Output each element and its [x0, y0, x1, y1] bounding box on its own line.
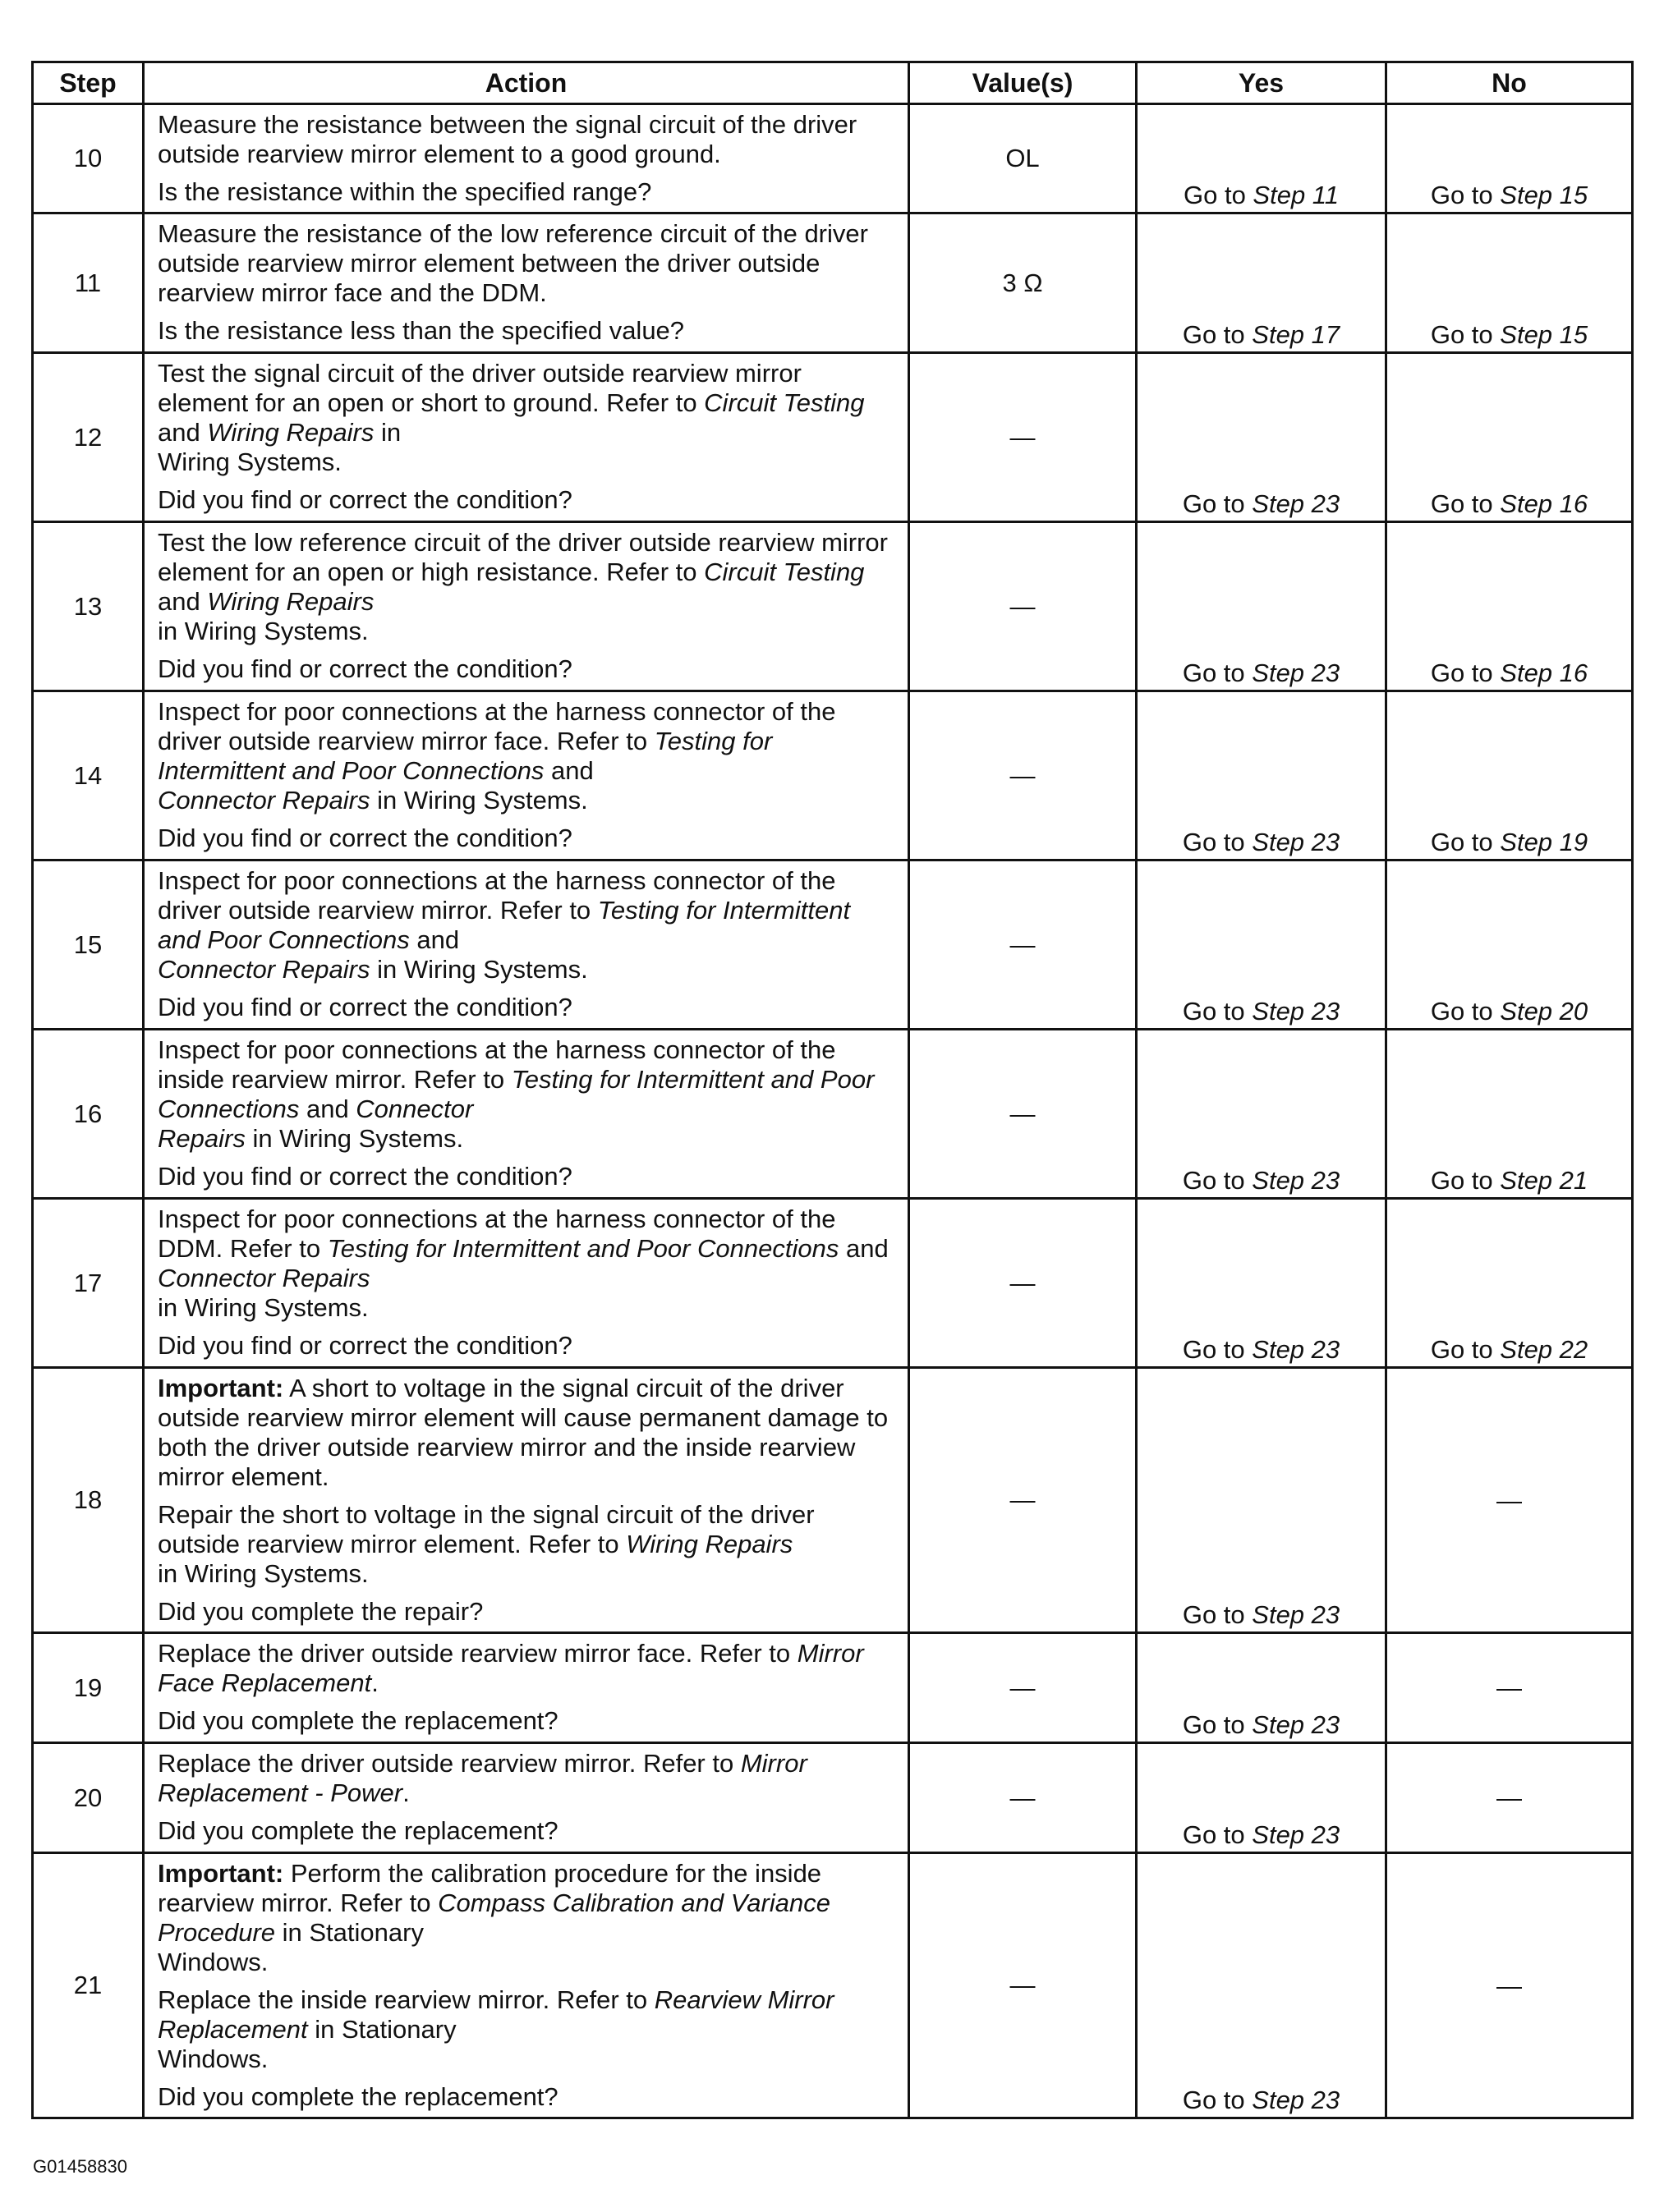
text-run: Did you find or correct the condition? [158, 1331, 572, 1360]
step-number: 12 [33, 353, 144, 522]
no-cell [1386, 1633, 1633, 1743]
yes-cell [1137, 1853, 1386, 2118]
table-row [33, 353, 1633, 522]
yes-cell [1137, 522, 1386, 691]
value-cell: OL [909, 104, 1137, 213]
reference-text: Circuit Testing [704, 388, 865, 417]
yes-cell [1137, 1633, 1386, 1743]
text-run: in Stationary [275, 1918, 424, 1947]
reference-text: Repairs [158, 1124, 246, 1153]
action-paragraph [158, 485, 896, 515]
action-paragraph [158, 1331, 896, 1361]
text-run: Go to [1430, 997, 1501, 1026]
reference-text: Step 23 [1252, 1820, 1340, 1849]
no-cell [1386, 1368, 1633, 1633]
text-run: Go to [1182, 659, 1253, 687]
header-yes: Yes [1137, 62, 1386, 104]
no-cell [1386, 1199, 1633, 1368]
reference-text: Testing for Intermittent and Poor Connections [158, 896, 851, 954]
reference-text: Step 22 [1500, 1335, 1588, 1364]
reference-text: Connector Repairs [158, 955, 370, 984]
text-run: Go to [1182, 828, 1253, 856]
value-cell: — [909, 860, 1137, 1030]
step-number: 21 [33, 1853, 144, 2118]
reference-text: Testing for Intermittent and Poor Connections [158, 727, 773, 785]
text-run: Perform the calibration procedure for the inside rearview mirror. Refer to [158, 1859, 822, 1917]
reference-text: Testing for Intermittent and Poor Connections [327, 1234, 839, 1263]
text-run: Is the resistance within the specified range? [158, 177, 652, 206]
reference-text: Mirror Replacement - Power [158, 1749, 807, 1807]
text-run: . [402, 1778, 410, 1807]
text-run: Is the resistance less than the specified value? [158, 316, 685, 345]
header-no: No [1386, 62, 1633, 104]
header-action: Action [144, 62, 909, 104]
reference-text: Connector Repairs [158, 1264, 370, 1292]
step-number: 14 [33, 691, 144, 860]
text-run: Go to [1182, 1600, 1253, 1629]
text-run: Go to [1430, 181, 1501, 209]
action-cell [144, 1030, 909, 1199]
text-run: Measure the resistance between the signal circuit of the driver outside rearview mirror element to a good ground. [158, 110, 857, 168]
table-row [33, 1633, 1633, 1743]
action-paragraph [158, 359, 896, 477]
text-run: Go to [1430, 489, 1501, 518]
action-cell [144, 522, 909, 691]
reference-text: Step 23 [1252, 2086, 1340, 2114]
action-cell [144, 213, 909, 353]
table-row [33, 1853, 1633, 2118]
important-label: Important: [158, 1859, 284, 1888]
no-cell [1386, 1030, 1633, 1199]
no-cell [1386, 213, 1633, 353]
text-run: Did you find or correct the condition? [158, 993, 572, 1021]
action-paragraph [158, 1639, 896, 1698]
text-run: . [371, 1668, 379, 1697]
reference-text: Connector Repairs [158, 786, 370, 815]
step-number: 15 [33, 860, 144, 1030]
action-paragraph [158, 219, 896, 308]
text-run: Go to [1182, 2086, 1253, 2114]
text-run: and [158, 418, 208, 447]
value-cell: — [909, 1853, 1137, 2118]
text-run: Repair the short to voltage in the signal circuit of the driver outside rearview mirror element. Refer to [158, 1500, 815, 1558]
reference-text: Step 23 [1252, 828, 1340, 856]
action-paragraph [158, 1035, 896, 1154]
table-row [33, 522, 1633, 691]
reference-text: Step 21 [1500, 1166, 1588, 1195]
text-run: Go to [1430, 659, 1501, 687]
reference-text: Circuit Testing [704, 558, 865, 586]
no-cell [1386, 1853, 1633, 2118]
text-run: and [839, 1234, 889, 1263]
reference-text: Mirror Face Replacement [158, 1639, 864, 1697]
text-run: Go to [1182, 1166, 1253, 1195]
diagnostic-table [31, 61, 1634, 2119]
action-paragraph [158, 1162, 896, 1191]
text-run: — [1496, 1783, 1522, 1812]
reference-text: Step 23 [1252, 1335, 1340, 1364]
value-cell: — [909, 1368, 1137, 1633]
text-run: Did you find or correct the condition? [158, 654, 572, 683]
no-cell [1386, 104, 1633, 213]
text-run: in [374, 418, 402, 447]
text-run: Replace the inside rearview mirror. Refer to [158, 1985, 655, 2014]
text-run: Replace the driver outside rearview mirror. Refer to [158, 1749, 741, 1778]
action-paragraph [158, 528, 896, 646]
step-number: 17 [33, 1199, 144, 1368]
text-run: Did you find or correct the condition? [158, 485, 572, 514]
action-cell [144, 1743, 909, 1853]
step-number: 10 [33, 104, 144, 213]
action-cell [144, 353, 909, 522]
yes-cell [1137, 1199, 1386, 1368]
text-run: Inspect for poor connections at the harness connector of the driver outside rearview mirror. Refer to [158, 866, 836, 925]
yes-cell [1137, 1030, 1386, 1199]
figure-code: G01458830 [33, 2156, 127, 2177]
step-number: 11 [33, 213, 144, 353]
yes-cell [1137, 1368, 1386, 1633]
reference-text: Step 15 [1500, 181, 1588, 209]
text-run: Inspect for poor connections at the harness connector of the DDM. Refer to [158, 1205, 836, 1263]
table-row [33, 860, 1633, 1030]
text-run: in Wiring Systems. [158, 1559, 369, 1588]
text-run: Go to [1430, 1166, 1501, 1195]
no-cell [1386, 522, 1633, 691]
action-paragraph [158, 1374, 896, 1492]
text-run: Go to [1182, 1710, 1253, 1739]
reference-text: Step 23 [1252, 1166, 1340, 1195]
reference-text: Step 23 [1252, 659, 1340, 687]
reference-text: Testing for Intermittent and Poor Connections [158, 1065, 875, 1123]
text-run: Did you complete the replacement? [158, 1816, 558, 1845]
text-run: Wiring Systems. [158, 447, 342, 476]
text-run: A short to voltage in the signal circuit of the driver outside rearview mirror element will cause permanent damage to both the driver outside rearview mirror and the inside rearview mirror element. [158, 1374, 889, 1491]
text-run: in Wiring Systems. [370, 955, 588, 984]
action-cell [144, 1853, 909, 2118]
action-paragraph [158, 1816, 896, 1846]
text-run: in Wiring Systems. [158, 617, 369, 645]
value-cell: — [909, 522, 1137, 691]
header-values: Value(s) [909, 62, 1137, 104]
text-run: Go to [1182, 1335, 1253, 1364]
text-run: Did you complete the repair? [158, 1597, 484, 1626]
text-run: — [1496, 1485, 1522, 1515]
action-cell [144, 860, 909, 1030]
text-run: Go to [1430, 828, 1501, 856]
value-cell: — [909, 1633, 1137, 1743]
action-paragraph [158, 824, 896, 853]
text-run: and [409, 925, 460, 954]
step-number: 18 [33, 1368, 144, 1633]
step-number: 19 [33, 1633, 144, 1743]
step-number: 16 [33, 1030, 144, 1199]
reference-text: Step 19 [1500, 828, 1588, 856]
text-run: Measure the resistance of the low reference circuit of the driver outside rearview mirror element between the driver outside rearview mirror face and the DDM. [158, 219, 868, 307]
table-row [33, 1743, 1633, 1853]
action-paragraph [158, 1749, 896, 1808]
text-run: Go to [1430, 320, 1501, 349]
table-body [33, 104, 1633, 2118]
reference-text: Compass Calibration and Variance Procedure [158, 1888, 830, 1947]
action-paragraph [158, 1706, 896, 1736]
action-cell [144, 1368, 909, 1633]
reference-text: Step 16 [1500, 659, 1588, 687]
text-run: Did you complete the replacement? [158, 1706, 558, 1735]
table-row [33, 1030, 1633, 1199]
action-paragraph [158, 654, 896, 684]
table-row [33, 1368, 1633, 1633]
action-paragraph [158, 177, 896, 207]
text-run: Windows. [158, 2044, 269, 2073]
text-run: Go to [1182, 997, 1253, 1026]
no-cell [1386, 353, 1633, 522]
table-row [33, 213, 1633, 353]
text-run: Go to [1182, 489, 1253, 518]
reference-text: Step 17 [1252, 320, 1340, 349]
action-paragraph [158, 110, 896, 169]
table-row [33, 104, 1633, 213]
yes-cell [1137, 353, 1386, 522]
text-run: Go to [1182, 320, 1253, 349]
value-cell: — [909, 353, 1137, 522]
text-run: Test the low reference circuit of the driver outside rearview mirror element for an open or high resistance. Refer to [158, 528, 888, 586]
value-cell: 3 Ω [909, 213, 1137, 353]
action-paragraph [158, 993, 896, 1022]
text-run: Inspect for poor connections at the harness connector of the driver outside rearview mirror face. Refer to [158, 697, 836, 755]
action-paragraph [158, 866, 896, 984]
step-number: 20 [33, 1743, 144, 1853]
step-number: 13 [33, 522, 144, 691]
text-run: Replace the driver outside rearview mirror face. Refer to [158, 1639, 798, 1668]
action-paragraph [158, 1205, 896, 1323]
yes-cell [1137, 1743, 1386, 1853]
important-label: Important: [158, 1374, 284, 1402]
text-run: and [158, 587, 208, 616]
text-run: — [1496, 1673, 1522, 1702]
value-cell: — [909, 1199, 1137, 1368]
text-run: Windows. [158, 1948, 269, 1976]
no-cell [1386, 860, 1633, 1030]
yes-cell [1137, 104, 1386, 213]
reference-text: Wiring Repairs [626, 1530, 793, 1558]
reference-text: Step 23 [1252, 997, 1340, 1026]
reference-text: Wiring Repairs [207, 418, 375, 447]
text-run: Test the signal circuit of the driver outside rearview mirror element for an open or short to ground. Refer to [158, 359, 802, 417]
text-run: Did you find or correct the condition? [158, 1162, 572, 1191]
text-run: Did you complete the replacement? [158, 2082, 558, 2111]
text-run: Did you find or correct the condition? [158, 824, 572, 852]
action-cell [144, 1633, 909, 1743]
no-cell [1386, 691, 1633, 860]
reference-text: Rearview Mirror Replacement [158, 1985, 834, 2044]
text-run: in Wiring Systems. [158, 1293, 369, 1322]
table-row [33, 1199, 1633, 1368]
yes-cell [1137, 213, 1386, 353]
text-run: in Wiring Systems. [370, 786, 588, 815]
text-run: Go to [1430, 1335, 1501, 1364]
action-paragraph [158, 1500, 896, 1589]
reference-text: Step 11 [1253, 181, 1339, 209]
value-cell: — [909, 1743, 1137, 1853]
text-run: Inspect for poor connections at the harness connector of the inside rearview mirror. Refer to [158, 1035, 836, 1094]
action-paragraph [158, 697, 896, 815]
text-run: Go to [1183, 181, 1253, 209]
action-paragraph [158, 2082, 896, 2112]
value-cell: — [909, 1030, 1137, 1199]
action-paragraph [158, 316, 896, 346]
value-cell: — [909, 691, 1137, 860]
action-cell [144, 1199, 909, 1368]
reference-text: Step 16 [1500, 489, 1588, 518]
header-step: Step [33, 62, 144, 104]
action-cell [144, 691, 909, 860]
text-run: — [1496, 1971, 1522, 2000]
text-run: Go to [1182, 1820, 1253, 1849]
action-cell [144, 104, 909, 213]
text-run: in Stationary [307, 2015, 457, 2044]
reference-text: Step 20 [1500, 997, 1588, 1026]
action-paragraph [158, 1859, 896, 1977]
text-run: and [544, 756, 594, 785]
reference-text: Step 23 [1252, 1600, 1340, 1629]
action-paragraph [158, 1985, 896, 2074]
reference-text: Step 23 [1252, 1710, 1340, 1739]
yes-cell [1137, 860, 1386, 1030]
table-row [33, 691, 1633, 860]
action-paragraph [158, 1597, 896, 1627]
reference-text: Step 15 [1500, 320, 1588, 349]
no-cell [1386, 1743, 1633, 1853]
reference-text: Step 23 [1252, 489, 1340, 518]
reference-text: Wiring Repairs [207, 587, 375, 616]
text-run: and [299, 1095, 356, 1123]
header-row [33, 62, 1633, 104]
yes-cell [1137, 691, 1386, 860]
text-run: in Wiring Systems. [245, 1124, 464, 1153]
reference-text: Connector [356, 1095, 474, 1123]
